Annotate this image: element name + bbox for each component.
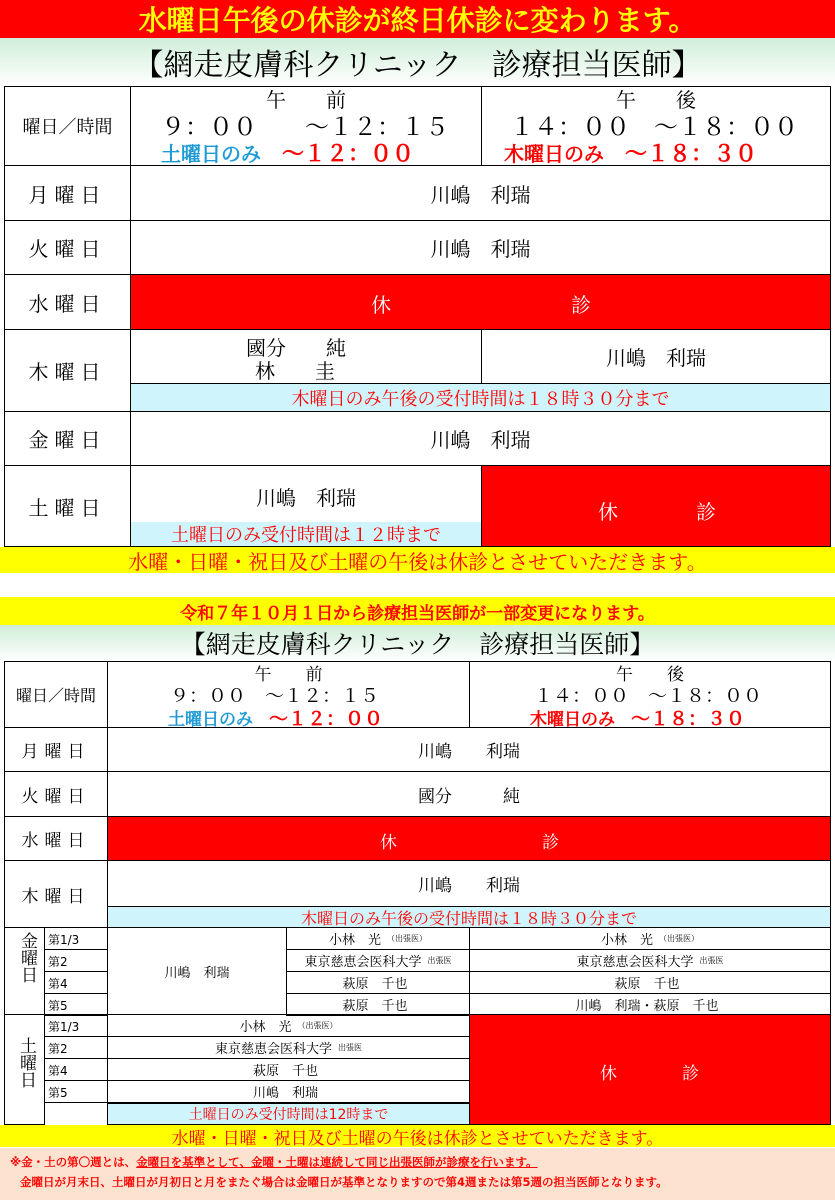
bottom-title: 【網走皮膚科クリニック 診療担当医師】 [0,625,835,661]
fri-pm-cell: 萩原 千也 [469,971,831,994]
top-wed-closed: 休 診 [130,274,831,330]
bottom-thu-doctor: 川嶋 利瑞 [107,860,831,907]
bottom-tue-doctor: 國分 純 [107,771,831,817]
sat-week-label: 第2 [44,1036,108,1059]
sat-am-cell: 東京慈恵会医科大学 出張医 [107,1036,470,1059]
bottom-header-corner: 曜日／時間 [4,661,108,728]
am-time: ９：００ ～１２：１５ [161,113,449,141]
sat-am-cell: 小林 光 （出張医） [107,1014,470,1037]
top-header-corner: 曜日／時間 [4,86,131,166]
bottom-day-thu: 木曜日 [4,860,108,928]
fri-week-label: 第1/3 [44,927,108,950]
fri-week-label: 第2 [44,949,108,972]
bottom-wed-closed: 休 診 [107,816,831,861]
top-thu-pm: 川嶋 利瑞 [481,329,831,384]
top-sat-closed: 休 診 [481,465,831,547]
am-sat-time: ～１２：００ [282,142,415,167]
fri-week-label: 第4 [44,971,108,994]
bottom-day-sat: 土曜日 [4,1014,45,1125]
top-day-mon: 月曜日 [4,165,131,221]
fri-am-sub-cell: 萩原 千也 [286,993,470,1016]
bottom-sat-closed: 休 診 [469,1014,831,1125]
bottom-notes: ※金・土の第〇週とは、金曜日を基準として、金曜・土曜は連続して同じ出張医師が診療を行います。 金曜日が月末日、土曜日が月初日と月をまたぐ場合は金曜日が基準となりますので第4週または第5週の担当医師となります。 [0,1148,835,1200]
bottom-header-am: 午 前 ９：００ ～１２：１５ 土曜日のみ ～１２：００ [107,661,470,728]
bottom-header-pm: 午 後 １４：００ ～１８：００ 木曜日のみ ～１８：３０ [469,661,831,728]
bottom-notice: 令和７年１０月１日から診療担当医師が一部変更になります。 [0,597,835,625]
top-tue-doctor: 川嶋 利瑞 [130,220,831,275]
top-day-wed: 水曜日 [4,274,131,330]
top-title: 【網走皮膚科クリニック 診療担当医師】 [0,38,835,86]
sat-week-label: 第1/3 [44,1014,108,1037]
bottom-footer: 水曜・日曜・祝日及び土曜の午後は休診とさせていただきます。 [0,1125,835,1147]
bottom-mon-doctor: 川嶋 利瑞 [107,727,831,772]
am-sat-prefix: 土曜日のみ [161,142,261,166]
bottom-day-mon: 月曜日 [4,727,108,772]
sat-week-label: 第5 [44,1080,108,1103]
bottom-thu-note: 木曜日のみ午後の受付時間は１８時３０分まで [107,906,831,928]
fri-pm-cell: 東京慈恵会医科大学 出張医 [469,949,831,972]
am-label: 午 前 [266,87,346,112]
top-banner: 水曜日午後の休診が終日休診に変わります。 [0,0,835,38]
sat-am-cell: 川嶋 利瑞 [107,1080,470,1103]
bottom-day-wed: 水曜日 [4,816,108,861]
top-header-am [130,86,482,166]
sat-week-label: 第4 [44,1058,108,1081]
top-day-sat: 土曜日 [4,465,131,547]
top-header-pm [481,86,831,166]
top-sat-note: 土曜日のみ受付時間は１２時まで [131,522,481,546]
bottom-fri-am-main: 川嶋 利瑞 [107,927,287,1015]
bottom-day-fri: 金曜日 [4,927,45,1015]
sat-am-cell: 萩原 千也 [107,1058,470,1081]
fri-am-sub-cell: 萩原 千也 [286,971,470,994]
fri-am-sub-cell: 小林 光 （出張医） [286,927,470,950]
top-day-fri: 金曜日 [4,411,131,466]
pm-thu-time: ～１８：３０ [625,142,758,167]
top-mon-doctor: 川嶋 利瑞 [130,165,831,221]
top-footer: 水曜・日曜・祝日及び土曜の午後は休診とさせていただきます。 [0,547,835,573]
fri-pm-cell: 小林 光 （出張医） [469,927,831,950]
top-thu-am: 國分 純 林 圭 [130,329,482,384]
pm-time: １４：００ ～１８：００ [510,113,798,141]
fri-week-label: 第5 [44,993,108,1016]
bottom-day-tue: 火曜日 [4,771,108,817]
pm-label: 午 後 [616,87,696,112]
top-day-thu: 木曜日 [4,329,131,412]
top-thu-note: 木曜日のみ午後の受付時間は１８時３０分まで [130,383,831,412]
top-sat-am: 川嶋 利瑞 土曜日のみ受付時間は１２時まで [130,465,482,547]
fri-am-sub-cell: 東京慈恵会医科大学 出張医 [286,949,470,972]
pm-thu-prefix: 木曜日のみ [504,142,604,166]
fri-pm-cell: 川嶋 利瑞・萩原 千也 [469,993,831,1016]
top-fri-doctor: 川嶋 利瑞 [130,411,831,466]
top-day-tue: 火曜日 [4,220,131,275]
bottom-sat-note: 土曜日のみ受付時間は12時まで [107,1103,470,1125]
